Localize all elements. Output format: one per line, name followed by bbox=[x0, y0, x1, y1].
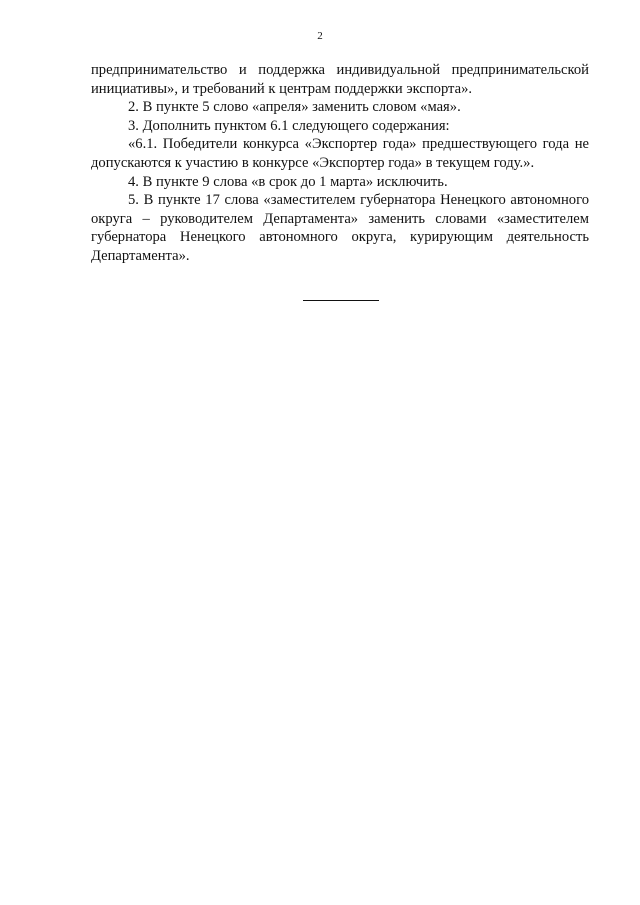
paragraph-continuation: предпринимательство и поддержка индивидуальной предпринимательской инициативы», и требований к центрам поддержки экспорта». bbox=[91, 62, 589, 97]
page-number: 2 bbox=[317, 30, 323, 42]
paragraph-item-5: 5. В пункте 17 слова «заместителем губернатора Ненецкого автономного округа – руководителем Департамента» заменить словами «заместителем губернатора Ненецкого автономного округа, курирующим деятельность Департамента». bbox=[91, 192, 589, 264]
paragraph-item-4: 4. В пункте 9 слова «в срок до 1 марта» исключить. bbox=[128, 173, 448, 190]
end-separator-line bbox=[303, 300, 379, 301]
paragraph-item-6-1-quote: «6.1. Победители конкурса «Экспортер года» предшествующего года не допускаются к участию в конкурсе «Экспортер года» в текущем году.». bbox=[91, 136, 589, 171]
paragraph-item-3: 3. Дополнить пунктом 6.1 следующего содержания: bbox=[128, 117, 450, 134]
document-body bbox=[91, 61, 589, 266]
paragraph-item-2: 2. В пункте 5 слово «апреля» заменить словом «мая». bbox=[128, 99, 461, 116]
